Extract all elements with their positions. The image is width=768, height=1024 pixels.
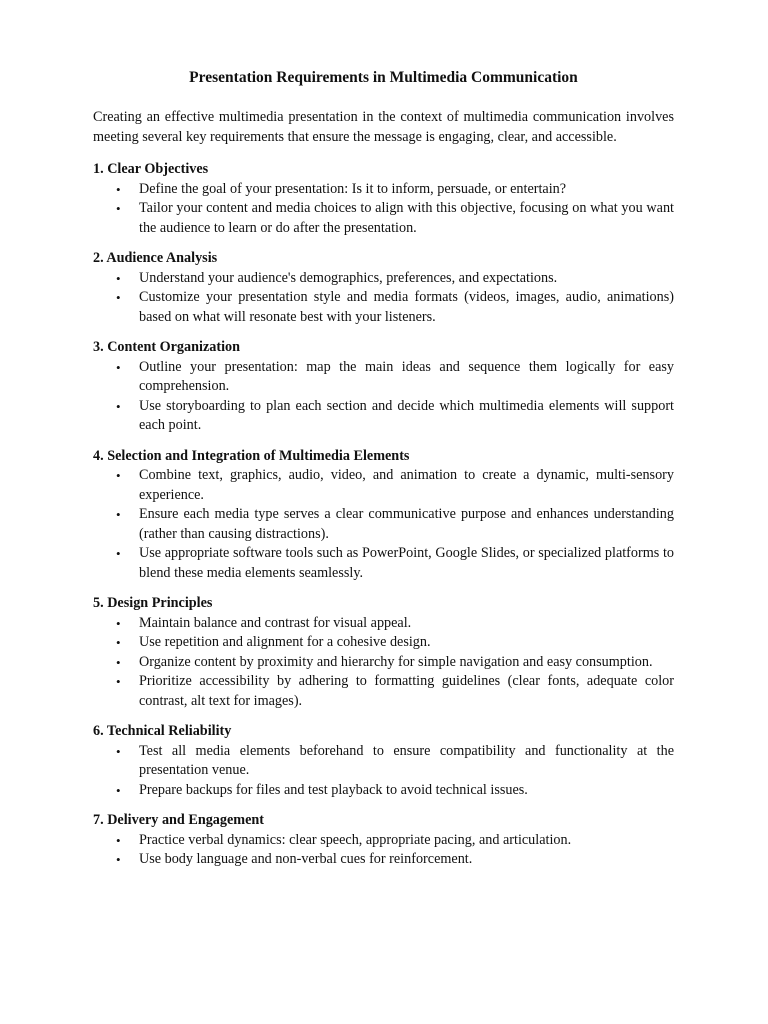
- bullet-icon: •: [116, 290, 121, 305]
- bullet-text: Practice verbal dynamics: clear speech, appropriate pacing, and articulation.: [139, 831, 572, 848]
- bullet-icon: •: [116, 398, 121, 414]
- bullet-text: Use repetition and alignment for a cohesive design.: [139, 634, 431, 650]
- section-heading: 6. Technical Reliability: [93, 723, 232, 739]
- bullet-item: [93, 288, 674, 327]
- bullet-text: Organize content by proximity and hierarchy for simple navigation and easy consumption.: [139, 653, 653, 670]
- bullet-text: Define the goal of your presentation: Is it to inform, persuade, or entertain?: [139, 180, 567, 197]
- bullet-list: [93, 742, 674, 801]
- bullet-item: [93, 781, 674, 801]
- bullet-text: Use storyboarding to plan each section and decide which multimedia elements will support each point.: [139, 397, 674, 433]
- bullet-text: Use appropriate software tools such as PowerPoint, Google Slides, or specialized platforms to blend these media elements seamlessly.: [139, 545, 674, 581]
- bullet-list: [93, 180, 674, 239]
- section-heading: 4. Selection and Integration of Multimedia Elements: [93, 447, 410, 464]
- section-6: [93, 722, 674, 800]
- section-heading: 3. Content Organization: [93, 339, 240, 355]
- bullet-text: Prepare backups for files and test playback to avoid technical issues.: [139, 781, 528, 798]
- bullet-icon: •: [116, 615, 121, 631]
- section-heading: 7. Delivery and Engagement: [93, 812, 265, 828]
- bullet-item: [93, 180, 674, 200]
- bullet-item: [93, 850, 674, 870]
- section-7: [93, 811, 674, 870]
- section-5: [93, 594, 674, 711]
- sections-container: [93, 160, 674, 870]
- bullet-icon: •: [116, 852, 121, 867]
- bullet-icon: •: [116, 359, 121, 375]
- bullet-text: Maintain balance and contrast for visual appeal.: [139, 614, 412, 631]
- bullet-item: [93, 672, 674, 711]
- bullet-icon: •: [116, 546, 121, 561]
- bullet-icon: •: [116, 654, 121, 670]
- bullet-icon: •: [116, 201, 121, 216]
- bullet-item: [93, 742, 674, 781]
- document-page: [93, 68, 674, 881]
- bullet-icon: •: [116, 181, 121, 197]
- section-3: [93, 338, 674, 436]
- bullet-text: Outline your presentation: map the main ideas and sequence them logically for easy comprehension.: [139, 358, 674, 394]
- bullet-item: [93, 199, 674, 238]
- document-title: Presentation Requirements in Multimedia Communication: [189, 69, 578, 86]
- bullet-list: [93, 269, 674, 328]
- section-2: [93, 249, 674, 327]
- bullet-item: [93, 831, 674, 851]
- bullet-icon: •: [116, 782, 121, 798]
- bullet-icon: •: [116, 743, 121, 759]
- bullet-icon: •: [116, 635, 121, 650]
- bullet-item: [93, 358, 674, 397]
- bullet-text: Combine text, graphics, audio, video, and animation to create a dynamic, multi-sensory experience.: [139, 467, 674, 503]
- bullet-text: Use body language and non-verbal cues for reinforcement.: [139, 851, 473, 867]
- bullet-item: [93, 614, 674, 634]
- bullet-text: Customize your presentation style and media formats (videos, images, audio, animations) based on what will resonate best with your listeners.: [139, 289, 674, 325]
- bullet-item: [93, 633, 674, 653]
- bullet-list: [93, 466, 674, 583]
- bullet-list: [93, 614, 674, 712]
- section-1: [93, 160, 674, 238]
- bullet-text: Understand your audience's demographics, preferences, and expectations.: [139, 269, 558, 286]
- bullet-icon: •: [116, 674, 121, 689]
- bullet-text: Test all media elements beforehand to ensure compatibility and functionality at the presentation venue.: [139, 742, 674, 778]
- bullet-item: [93, 397, 674, 436]
- bullet-item: [93, 653, 674, 673]
- bullet-text: Ensure each media type serves a clear communicative purpose and enhances understanding (rather than causing distractions).: [139, 506, 674, 542]
- bullet-item: [93, 269, 674, 289]
- bullet-text: Prioritize accessibility by adhering to formatting guidelines (clear fonts, adequate color contrast, alt text for images).: [139, 673, 674, 709]
- bullet-list: [93, 831, 674, 870]
- bullet-icon: •: [116, 270, 121, 286]
- bullet-item: [93, 466, 674, 505]
- bullet-icon: •: [116, 468, 121, 483]
- bullet-item: [93, 544, 674, 583]
- section-heading: 1. Clear Objectives: [93, 161, 209, 177]
- bullet-icon: •: [116, 832, 121, 848]
- bullet-text: Tailor your content and media choices to align with this objective, focusing on what you want the audience to learn or do after the presentation.: [139, 200, 674, 236]
- section-4: [93, 447, 674, 584]
- section-heading: 5. Design Principles: [93, 595, 213, 611]
- section-heading: 2. Audience Analysis: [93, 250, 218, 266]
- intro-paragraph: Creating an effective multimedia presentation in the context of multimedia communication involves meeting several key requirements that ensure the message is engaging, clear, and accessible.: [93, 109, 674, 145]
- bullet-icon: •: [116, 507, 121, 522]
- bullet-list: [93, 358, 674, 436]
- bullet-item: [93, 505, 674, 544]
